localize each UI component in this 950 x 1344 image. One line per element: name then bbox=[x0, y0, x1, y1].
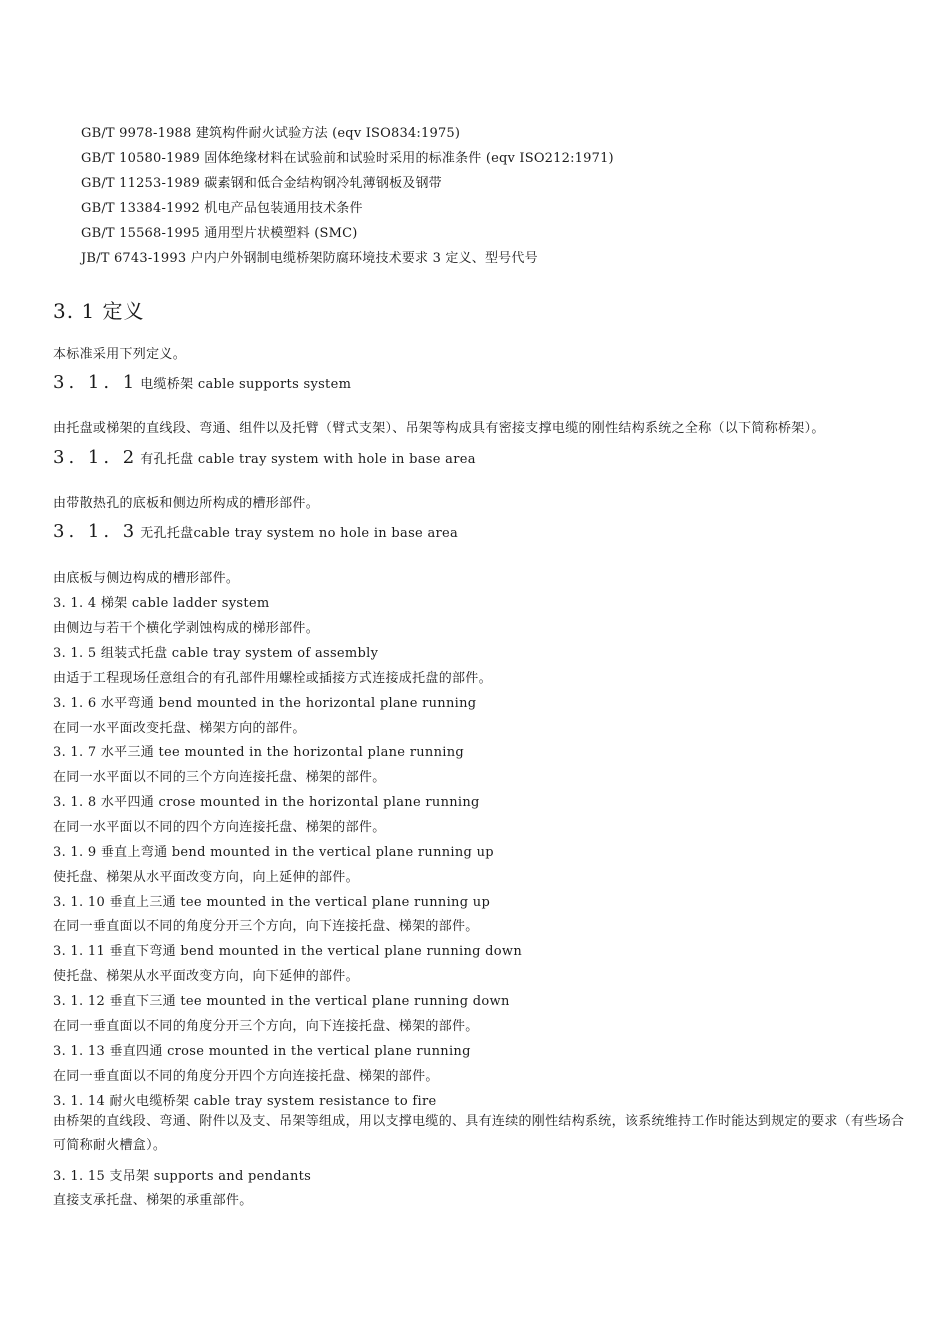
reference-item: GB/T 15568-1995 通用型片状模塑料 (SMC) bbox=[81, 226, 358, 241]
reference-standards-list bbox=[81, 121, 614, 271]
definition-description: 在同一水平面以不同的三个方向连接托盘、梯架的部件。 bbox=[53, 770, 386, 785]
definition-description: 在同一垂直面以不同的角度分开三个方向，向下连接托盘、梯架的部件。 bbox=[53, 1019, 479, 1034]
definition-term: 有孔托盘 cable tray system with hole in base area bbox=[140, 452, 476, 467]
reference-item: GB/T 11253-1989 碳素钢和低合金结构钢冷轧薄钢板及钢带 bbox=[81, 176, 442, 191]
definition-number: 3. 1. 3 bbox=[53, 521, 139, 542]
definition-term: 3. 1. 11 垂直下弯通 bend mounted in the vertical plane running down bbox=[53, 944, 523, 959]
definition-description: 在同一水平面以不同的四个方向连接托盘、梯架的部件。 bbox=[53, 820, 386, 835]
reference-item: GB/T 10580-1989 固体绝缘材料在试验前和试验时采用的标准条件 (eqv ISO212:1971) bbox=[81, 151, 614, 166]
definition-term: 3. 1. 9 垂直上弯通 bend mounted in the vertical plane running up bbox=[53, 845, 494, 860]
definition-term: 3. 1. 5 组装式托盘 cable tray system of assembly bbox=[53, 646, 379, 661]
definition-description: 使托盘、梯架从水平面改变方向，向上延伸的部件。 bbox=[53, 870, 359, 885]
definition-number: 3. 1. 1 bbox=[53, 372, 139, 393]
definition-number: 3. 1. 2 bbox=[53, 447, 139, 468]
definition-description: 在同一垂直面以不同的角度分开三个方向，向下连接托盘、梯架的部件。 bbox=[53, 919, 479, 934]
definition-heading bbox=[53, 447, 476, 468]
definition-description: 直接支承托盘、梯架的承重部件。 bbox=[53, 1193, 253, 1208]
definition-description: 由带散热孔的底板和侧边所构成的槽形部件。 bbox=[53, 496, 320, 511]
definition-term: 3. 1. 13 垂直四通 crose mounted in the vertical plane running bbox=[53, 1044, 471, 1059]
definition-description: 由适于工程现场任意组合的有孔部件用螺栓或插接方式连接成托盘的部件。 bbox=[53, 671, 492, 686]
definition-description: 由桥架的直线段、弯通、附件以及支、吊架等组成，用以支撑电缆的、具有连续的刚性结构系统，该系统维持工作时能达到规定的要求（有些场合可简称耐火槽盒）。 bbox=[53, 1114, 905, 1153]
definition-description: 由托盘或梯架的直线段、弯通、组件以及托臂（臂式支架）、吊架等构成具有密接支撑电缆的刚性结构系统之全称（以下简称桥架）。 bbox=[53, 421, 825, 436]
definition-term: 3. 1. 14 耐火电缆桥架 cable tray system resistance to fire bbox=[53, 1094, 437, 1109]
definition-description: 由底板与侧边构成的槽形部件。 bbox=[53, 571, 240, 586]
definition-term: 3. 1. 15 支吊架 supports and pendants bbox=[53, 1169, 312, 1184]
definition-description: 使托盘、梯架从水平面改变方向，向下延伸的部件。 bbox=[53, 969, 359, 984]
definition-term: 3. 1. 6 水平弯通 bend mounted in the horizontal plane running bbox=[53, 696, 477, 711]
definition-heading bbox=[53, 372, 351, 393]
definition-term: 3. 1. 12 垂直下三通 tee mounted in the vertical plane running down bbox=[53, 994, 510, 1009]
definition-heading bbox=[53, 521, 458, 542]
section-title: 3. 1 定义 bbox=[53, 299, 145, 323]
reference-item: JB/T 6743-1993 户内户外钢制电缆桥架防腐环境技术要求 3 定义、型号代号 bbox=[81, 251, 538, 266]
definition-term: 3. 1. 8 水平四通 crose mounted in the horizontal plane running bbox=[53, 795, 480, 810]
section-intro: 本标准采用下列定义。 bbox=[53, 347, 187, 362]
definition-term: 无孔托盘cable tray system no hole in base area bbox=[140, 526, 459, 541]
definition-term: 电缆桥架 cable supports system bbox=[140, 377, 352, 392]
definition-term: 3. 1. 4 梯架 cable ladder system bbox=[53, 596, 270, 611]
reference-item: GB/T 9978-1988 建筑构件耐火试验方法 (eqv ISO834:1975) bbox=[81, 126, 461, 141]
definition-term: 3. 1. 10 垂直上三通 tee mounted in the vertical plane running up bbox=[53, 895, 491, 910]
definition-description: 在同一垂直面以不同的角度分开四个方向连接托盘、梯架的部件。 bbox=[53, 1069, 439, 1084]
definition-description: 由侧边与若干个横化学剥蚀构成的梯形部件。 bbox=[53, 621, 320, 636]
reference-item: GB/T 13384-1992 机电产品包装通用技术条件 bbox=[81, 201, 363, 216]
definition-description: 在同一水平面改变托盘、梯架方向的部件。 bbox=[53, 721, 306, 736]
definition-term: 3. 1. 7 水平三通 tee mounted in the horizontal plane running bbox=[53, 745, 465, 760]
